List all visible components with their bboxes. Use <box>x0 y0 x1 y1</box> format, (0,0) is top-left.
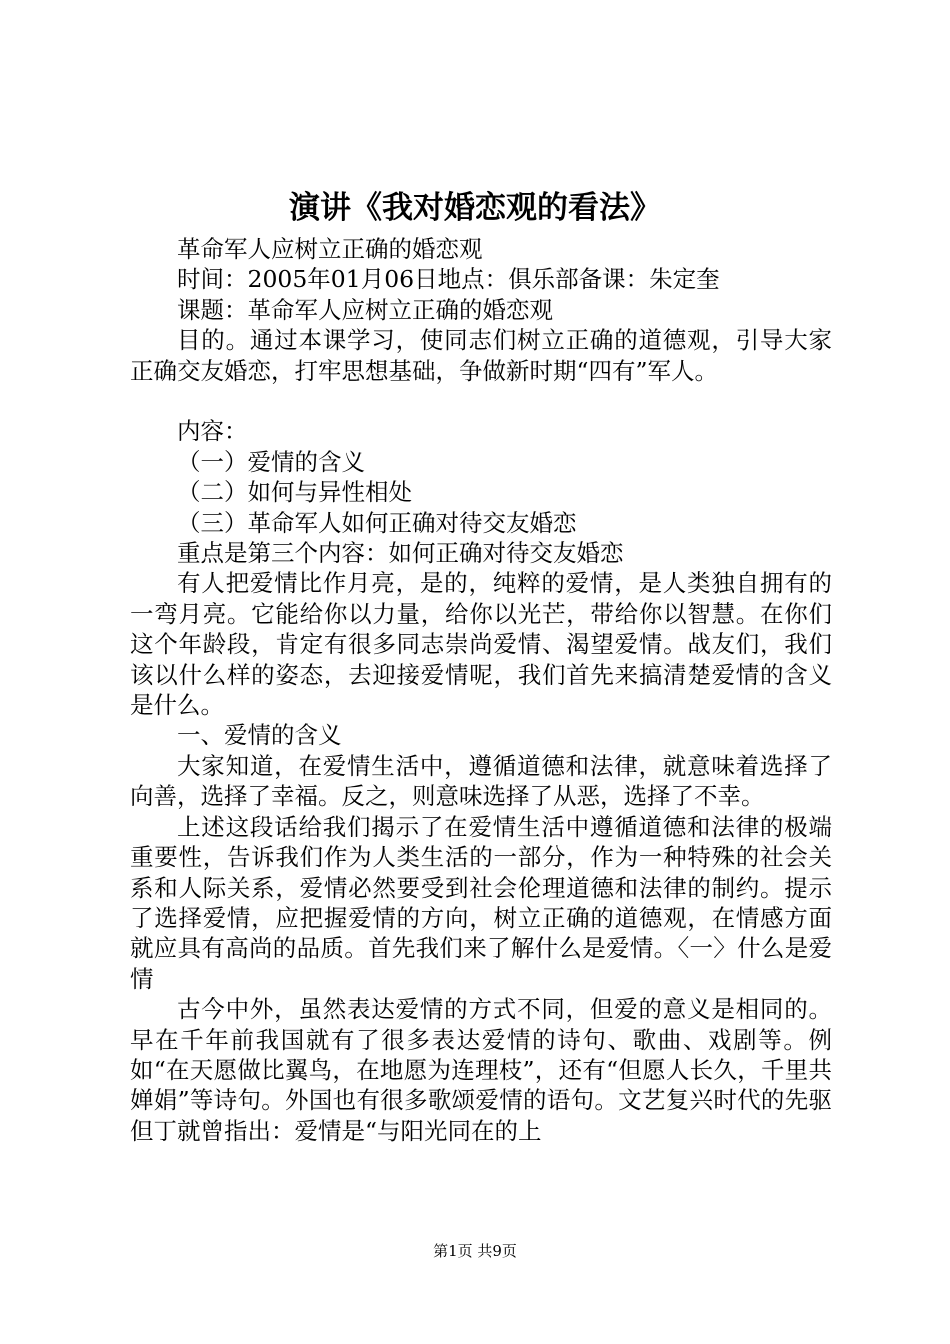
paragraph-subtitle: 革命军人应树立正确的婚恋观 <box>177 235 483 263</box>
paragraph-content-heading: 内容： <box>177 417 248 446</box>
list-item: （一）爱情的含义 <box>177 447 365 476</box>
paragraph-time-place: 时间：2005年01月06日地点：俱乐部备课：朱定奎 <box>177 265 720 294</box>
paragraph-body: 有人把爱情比作月亮，是的，纯粹的爱情，是人类独自拥有的一弯月亮。它能给你以力量，给你以光芒，带给你以智慧。在你们这个年龄段，肯定有很多同志崇尚爱情、渴望爱情。战友们，我们该以什么样的姿态，去迎接爱情呢，我们首先来搞清楚爱情的含义是什么。 <box>130 569 832 720</box>
blank-line <box>130 386 832 416</box>
paragraph-body: 上述这段话给我们揭示了在爱情生活中遵循道德和法律的极端重要性，告诉我们作为人类生活的一部分，作为一种特殊的社会关系和人际关系，爱情必然要受到社会伦理道德和法律的制约。提示了选择爱情，应把握爱情的方向，树立正确的道德观，在情感方面就应具有高尚的品质。首先我们来了解什么是爱情。〈一〉什么是爱情 <box>130 812 832 993</box>
paragraph-body: 古今中外，虽然表达爱情的方式不同，但爱的意义是相同的。早在千年前我国就有了很多表达爱情的诗句、歌曲、戏剧等。例如“在天愿做比翼鸟，在地愿为连理枝”，还有“但愿人长久，千里共婵娟”等诗句。外国也有很多歌颂爱情的语句。文艺复兴时代的先驱但丁就曾指出：爱情是“与阳光同在的上 <box>130 995 832 1145</box>
paragraph-focus: 重点是第三个内容：如何正确对待交友婚恋 <box>177 539 624 568</box>
paragraph-topic: 课题：革命军人应树立正确的婚恋观 <box>177 295 553 324</box>
document-title: 演讲《我对婚恋观的看法》 <box>289 190 661 226</box>
page-footer: 第1页 共9页 <box>433 1242 517 1260</box>
section-heading: 一、爱情的含义 <box>177 721 342 750</box>
list-item: （二）如何与异性相处 <box>177 478 412 507</box>
list-item: （三）革命军人如何正确对待交友婚恋 <box>177 508 577 537</box>
paragraph-purpose: 目的。通过本课学习，使同志们树立正确的道德观，引导大家正确交友婚恋，打牢思想基础，争做新时期“四有”军人。 <box>130 326 832 385</box>
paragraph-body: 大家知道，在爱情生活中，遵循道德和法律，就意味着选择了向善，选择了幸福。反之，则意味选择了从恶，选择了不幸。 <box>130 751 832 811</box>
document-body <box>130 234 832 1146</box>
